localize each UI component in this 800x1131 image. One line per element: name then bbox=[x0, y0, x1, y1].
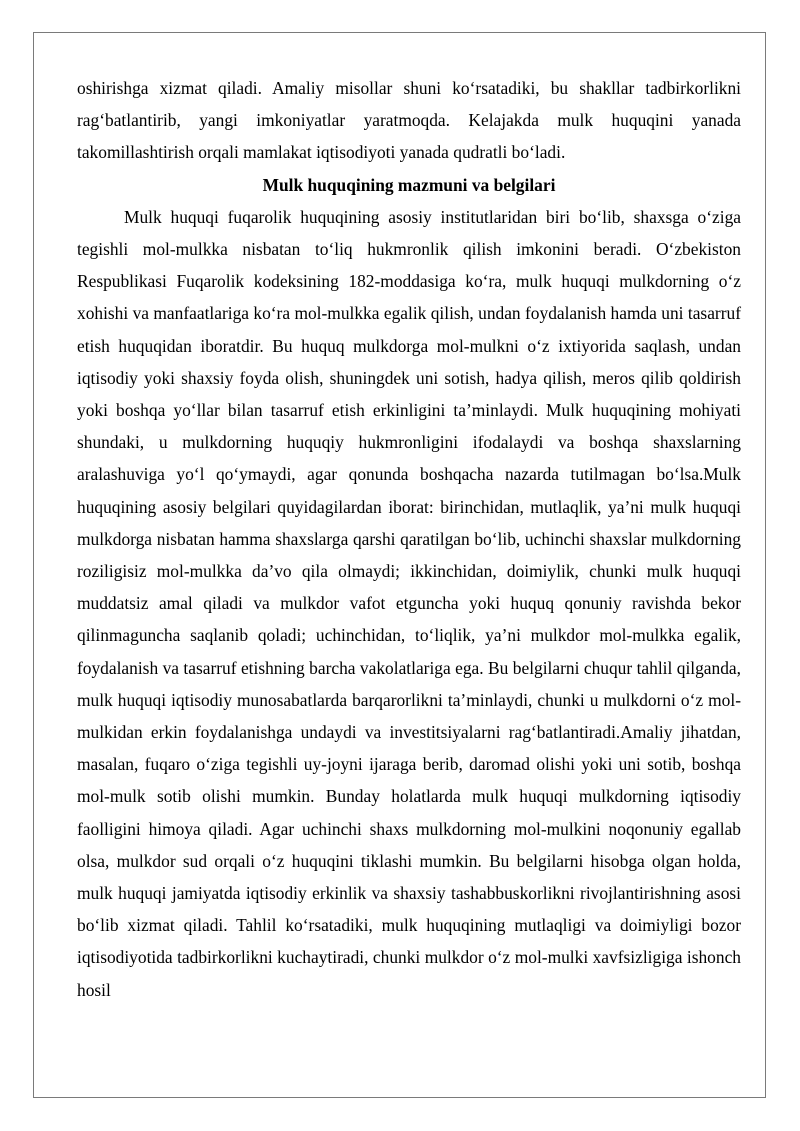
intro-paragraph: oshirishga xizmat qiladi. Amaliy misollar shuni ko‘rsatadiki, bu shakllar tadbirkorlikni rag‘batlantirib, yangi imkoniyatlar yaratmoqda. Kelajakda mulk huquqini yanada takomillashtirish orqali mamlakat iqtisodiyoti yanada qudratli bo‘ladi. bbox=[77, 78, 741, 163]
section-heading: Mulk huquqining mazmuni va belgilari bbox=[262, 174, 556, 195]
main-paragraph: Mulk huquqi fuqarolik huquqining asosiy institutlaridan biri bo‘lib, shaxsga o‘ziga tegishli mol-mulkka nisbatan to‘liq hukmronlik qilish imkonini beradi. O‘zbekiston Respublikasi Fuqarolik kodeksining 182-moddasiga ko‘ra, mulk huquqi mulkdorning o‘z xohishi va manfaatlariga ko‘ra mol-mulkka egalik qilish, undan foydalanish hamda uni tasarruf etish huquqidan iboratdir. Bu huquq mulkdorga mol-mulkni o‘z ixtiyorida saqlash, undan iqtisodiy yoki shaxsiy foyda olish, shuningdek uni sotish, hadya qilish, meros qilib qoldirish yoki boshqa yo‘llar bilan tasarruf etish erkinligini ta’minlaydi. Mulk huquqining mohiyati shundaki, u mulkdorning huquqiy hukmronligini ifodalaydi va boshqa shaxslarning aralashuviga yo‘l qo‘ymaydi, agar qonunda boshqacha nazarda tutilmagan bo‘lsa.Mulk huquqining asosiy belgilari quyidagilardan iborat: birinchidan, mutlaqlik, ya’ni mulk huquqi mulkdorga nisbatan hamma shaxslarga qarshi qaratilgan bo‘lib, uchinchi shaxslar mulkdorning roziligisiz mol-mulkka da’vo qila olmaydi; ikkinchidan, doimiylik, chunki mulk huquqi muddatsiz amal qiladi va mulkdor vafot etguncha yoki huquq qonuniy ravishda bekor qilinmaguncha saqlanib qoladi; uchinchidan, to‘liqlik, ya’ni mulkdor mol-mulkka egalik, foydalanish va tasarruf etishning barcha vakolatlariga ega. Bu belgilarni chuqur tahlil qilganda, mulk huquqi iqtisodiy munosabatlarda barqarorlikni ta’minlaydi, chunki u mulkdorni o‘z mol-mulkidan erkin foydalanishga undaydi va investitsiyalarni rag‘batlantiradi.Amaliy jihatdan, masalan, fuqaro o‘ziga tegishli uy-joyni ijaraga berib, daromad olishi yoki uni sotib, boshqa mol-mulk sotib olishi mumkin. Bunday holatlarda mulk huquqi mulkdorning iqtisodiy faolligini himoya qiladi. Agar uchinchi shaxs mulkdorning mol-mulkini noqonuniy egallab olsa, mulkdor sud orqali o‘z huquqini tiklashi mumkin. Bu belgilarni hisobga olgan holda, mulk huquqi jamiyatda iqtisodiy erkinlik va shaxsiy tashabbuskorlikni rivojlantirishning asosi bo‘lib xizmat qiladi. Tahlil ko‘rsatadiki, mulk huquqining mutlaqligi va doimiyligi bozor iqtisodiyotida tadbirkorlikni kuchaytiradi, chunki mulkdor o‘z mol-mulki xavfsizligiga ishonch hosil bbox=[77, 206, 741, 1000]
document-body bbox=[77, 72, 741, 1006]
